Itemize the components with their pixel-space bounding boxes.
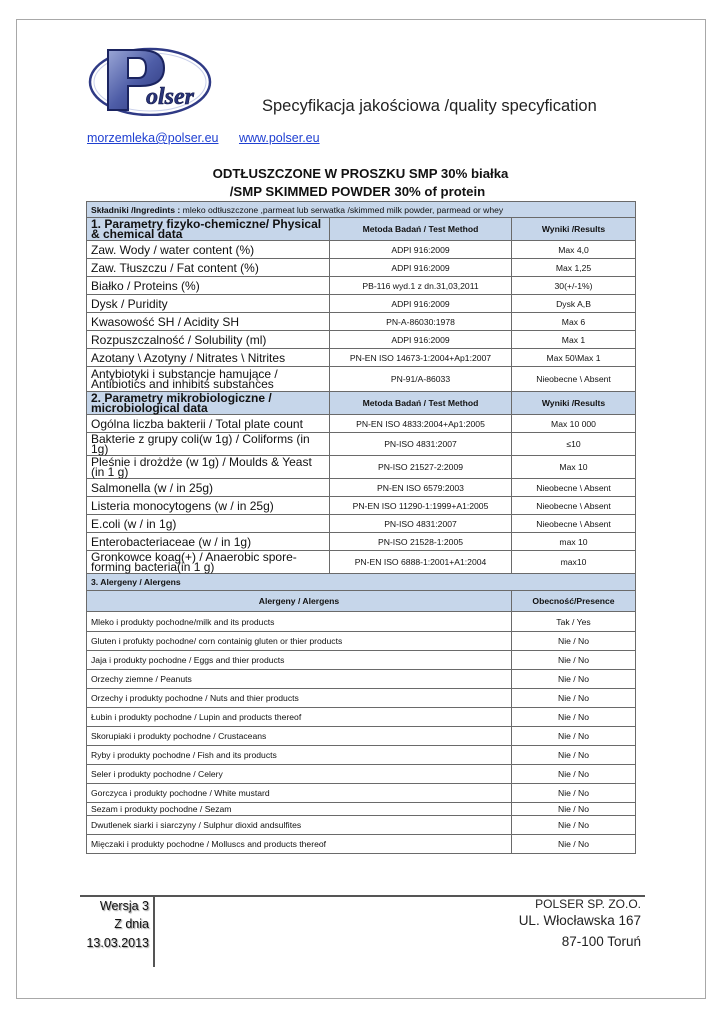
table-cell: Nie / No — [512, 632, 636, 651]
polser-logo — [88, 44, 213, 116]
table-cell: Kwasowość SH / Acidity SH — [87, 313, 330, 331]
table-cell: Max 10 000 — [512, 415, 636, 433]
table-cell: ADPI 916:2009 — [330, 259, 512, 277]
section3-title-row — [87, 574, 636, 591]
table-row — [87, 551, 636, 574]
table-row — [87, 612, 636, 632]
table-row — [87, 259, 636, 277]
section3-header-row — [87, 591, 636, 612]
table-cell: Nie / No — [512, 689, 636, 708]
table-cell: Skorupiaki i produkty pochodne / Crustaceans — [87, 727, 512, 746]
table-cell: Łubin i produkty pochodne / Lupin and products thereof — [87, 708, 512, 727]
table-row — [87, 651, 636, 670]
table-cell: Nie / No — [512, 784, 636, 803]
contact-links — [87, 131, 337, 145]
table-cell: Azotany \ Azotyny / Nitrates \ Nitrites — [87, 349, 330, 367]
table-row — [87, 241, 636, 259]
table-cell: Nieobecne \ Absent — [512, 515, 636, 533]
table-cell: Dysk A,B — [512, 295, 636, 313]
table-cell: Pleśnie i drożdże (w 1g) / Moulds & Yeast (in 1 g) — [87, 456, 330, 479]
table-row — [87, 670, 636, 689]
section2-header-row — [87, 392, 636, 415]
table-cell: Gronkowce koag(+) / Anaerobic spore-forming bacteria(in 1 g) — [87, 551, 330, 574]
table-row — [87, 415, 636, 433]
table-cell: PN-A-86030:1978 — [330, 313, 512, 331]
table-cell: Max 1 — [512, 331, 636, 349]
table-cell: Dysk / Puridity — [87, 295, 330, 313]
table-cell: Orzechy ziemne / Peanuts — [87, 670, 512, 689]
table-row — [87, 515, 636, 533]
table-row — [87, 313, 636, 331]
company-city: 87-100 Toruń — [561, 934, 641, 949]
product-title-en: /SMP SKIMMED POWDER 30% of protein — [229, 184, 486, 199]
table-cell: 30(+/-1%) — [512, 277, 636, 295]
table-row — [87, 746, 636, 765]
ingredients-text: mleko odtłuszczone ,parmeat lub serwatka /skimmed milk powder, parmead or whey — [180, 204, 504, 215]
table-cell: PN-91/A-86033 — [330, 367, 512, 392]
table-cell: Nieobecne \ Absent — [512, 497, 636, 515]
table-cell: Zaw. Wody / water content (%) — [87, 241, 330, 259]
table-cell: ≤10 — [512, 433, 636, 456]
table-cell: PN-EN ISO 14673-1:2004+Ap1:2007 — [330, 349, 512, 367]
table-cell: Nie / No — [512, 816, 636, 835]
spec-title: Specyfikacja jakościowa /quality specyfication — [262, 97, 597, 115]
table-row — [87, 689, 636, 708]
table-cell: PB-116 wyd.1 z dn.31,03,2011 — [330, 277, 512, 295]
section1-header-cell: Wyniki /Results — [512, 218, 636, 241]
table-cell: Max 6 — [512, 313, 636, 331]
table-cell: Zaw. Tłuszczu / Fat content (%) — [87, 259, 330, 277]
table-cell: PN-ISO 4831:2007 — [330, 515, 512, 533]
table-cell: Max 1,25 — [512, 259, 636, 277]
table-cell: Orzechy i produkty pochodne / Nuts and thier products — [87, 689, 512, 708]
table-cell: Dwutlenek siarki i siarczyny / Sulphur dioxid andsulfites — [87, 816, 512, 835]
table-row — [87, 277, 636, 295]
table-cell: PN-ISO 21527-2:2009 — [330, 456, 512, 479]
table-row — [87, 533, 636, 551]
table-cell: ADPI 916:2009 — [330, 241, 512, 259]
section2-header-cell: 2. Parametry mikrobiologiczne / microbiological data — [87, 392, 330, 415]
table-row — [87, 708, 636, 727]
table-row — [87, 497, 636, 515]
ingredients-label: Składniki /Ingredints : — [91, 204, 181, 215]
table-cell: Nie / No — [512, 727, 636, 746]
specification-table — [86, 201, 636, 854]
section1-header-row — [87, 218, 636, 241]
table-cell: Nie / No — [512, 708, 636, 727]
table-cell: Białko / Proteins (%) — [87, 277, 330, 295]
table-cell: Nie / No — [512, 746, 636, 765]
table-cell: PN-ISO 4831:2007 — [330, 433, 512, 456]
table-row — [87, 803, 636, 816]
table-cell: Listeria monocytogens (w / in 25g) — [87, 497, 330, 515]
logo-graphic — [88, 44, 213, 116]
table-cell: PN-EN ISO 6888-1:2001+A1:2004 — [330, 551, 512, 574]
table-row — [87, 765, 636, 784]
table-cell: Mleko i produkty pochodne/milk and its products — [87, 612, 512, 632]
table-cell: Jaja i produkty pochodne / Eggs and thier products — [87, 651, 512, 670]
table-cell: Bakterie z grupy coli(w 1g) / Coliforms (in 1g) — [87, 433, 330, 456]
table-cell: Seler i produkty pochodne / Celery — [87, 765, 512, 784]
website-link[interactable]: www.polser.eu — [238, 131, 320, 145]
table-cell: Gorczyca i produkty pochodne / White mustard — [87, 784, 512, 803]
svg-text:olser: olser — [146, 84, 194, 110]
table-cell: Max 10 — [512, 456, 636, 479]
table-cell: Salmonella (w / in 25g) — [87, 479, 330, 497]
ingredients-cell — [87, 202, 636, 218]
table-cell: Mięczaki i produkty pochodne / Molluscs and products thereof — [87, 835, 512, 854]
table-cell: PN-ISO 21528-1:2005 — [330, 533, 512, 551]
table-row — [87, 784, 636, 803]
table-row — [87, 433, 636, 456]
table-cell: Nie / No — [512, 651, 636, 670]
date-value: 13.03.2013 — [86, 936, 149, 950]
table-row — [87, 816, 636, 835]
table-cell: Ryby i produkty pochodne / Fish and its products — [87, 746, 512, 765]
ingredients-row — [87, 202, 636, 218]
table-row — [87, 295, 636, 313]
table-cell: E.coli (w / in 1g) — [87, 515, 330, 533]
table-cell: Nie / No — [512, 670, 636, 689]
table-cell: max 10 — [512, 533, 636, 551]
product-title-pl: ODTŁUSZCZONE W PROSZKU SMP 30% białka — [212, 166, 509, 181]
table-cell: Enterobacteriaceae (w / in 1g) — [87, 533, 330, 551]
table-cell: Tak / Yes — [512, 612, 636, 632]
table-cell: Nieobecne \ Absent — [512, 479, 636, 497]
section3-title: 3. Alergeny / Alergens — [87, 574, 636, 591]
table-cell: Sezam i produkty pochodne / Sezam — [87, 803, 512, 816]
footer-vertical-divider — [153, 895, 155, 967]
table-cell: Nieobecne \ Absent — [512, 367, 636, 392]
table-cell: Rozpuszczalność / Solubility (ml) — [87, 331, 330, 349]
table-row — [87, 479, 636, 497]
company-name: POLSER SP. ZO.O. — [535, 897, 641, 911]
table-row — [87, 456, 636, 479]
table-cell: Nie / No — [512, 835, 636, 854]
table-cell: Max 4,0 — [512, 241, 636, 259]
table-cell: Gluten i profukty pochodne/ corn containig gluten or thier products — [87, 632, 512, 651]
table-cell: Ogólna liczba bakterii / Total plate count — [87, 415, 330, 433]
table-row — [87, 632, 636, 651]
section3-header-cell: Alergeny / Alergens — [87, 591, 512, 612]
table-cell: ADPI 916:2009 — [330, 331, 512, 349]
section1-header-cell: 1. Parametry fizyko-chemiczne/ Physical & chemical data — [87, 218, 330, 241]
table-cell: Max 50\Max 1 — [512, 349, 636, 367]
table-cell: Antybiotyki i substancje hamujące / Antibiotics and inhibits substances — [87, 367, 330, 392]
table-row — [87, 349, 636, 367]
email-link[interactable]: morzemleka@polser.eu — [87, 131, 219, 145]
table-cell: PN-EN ISO 4833:2004+Ap1:2005 — [330, 415, 512, 433]
table-cell: Nie / No — [512, 765, 636, 784]
version-label: Wersja 3 — [99, 899, 149, 913]
date-label: Z dnia — [114, 917, 149, 931]
table-row — [87, 727, 636, 746]
section2-header-cell: Metoda Badań / Test Method — [330, 392, 512, 415]
table-cell: PN-EN ISO 6579:2003 — [330, 479, 512, 497]
table-cell: max10 — [512, 551, 636, 574]
section3-header-cell: Obecność/Presence — [512, 591, 636, 612]
table-cell: PN-EN ISO 11290-1:1999+A1:2005 — [330, 497, 512, 515]
table-cell: ADPI 916:2009 — [330, 295, 512, 313]
company-street: UL. Włocławska 167 — [518, 913, 641, 928]
table-row — [87, 331, 636, 349]
section1-header-cell: Metoda Badań / Test Method — [330, 218, 512, 241]
table-row — [87, 367, 636, 392]
section2-header-cell: Wyniki /Results — [512, 392, 636, 415]
table-row — [87, 835, 636, 854]
table-cell: Nie / No — [512, 803, 636, 816]
